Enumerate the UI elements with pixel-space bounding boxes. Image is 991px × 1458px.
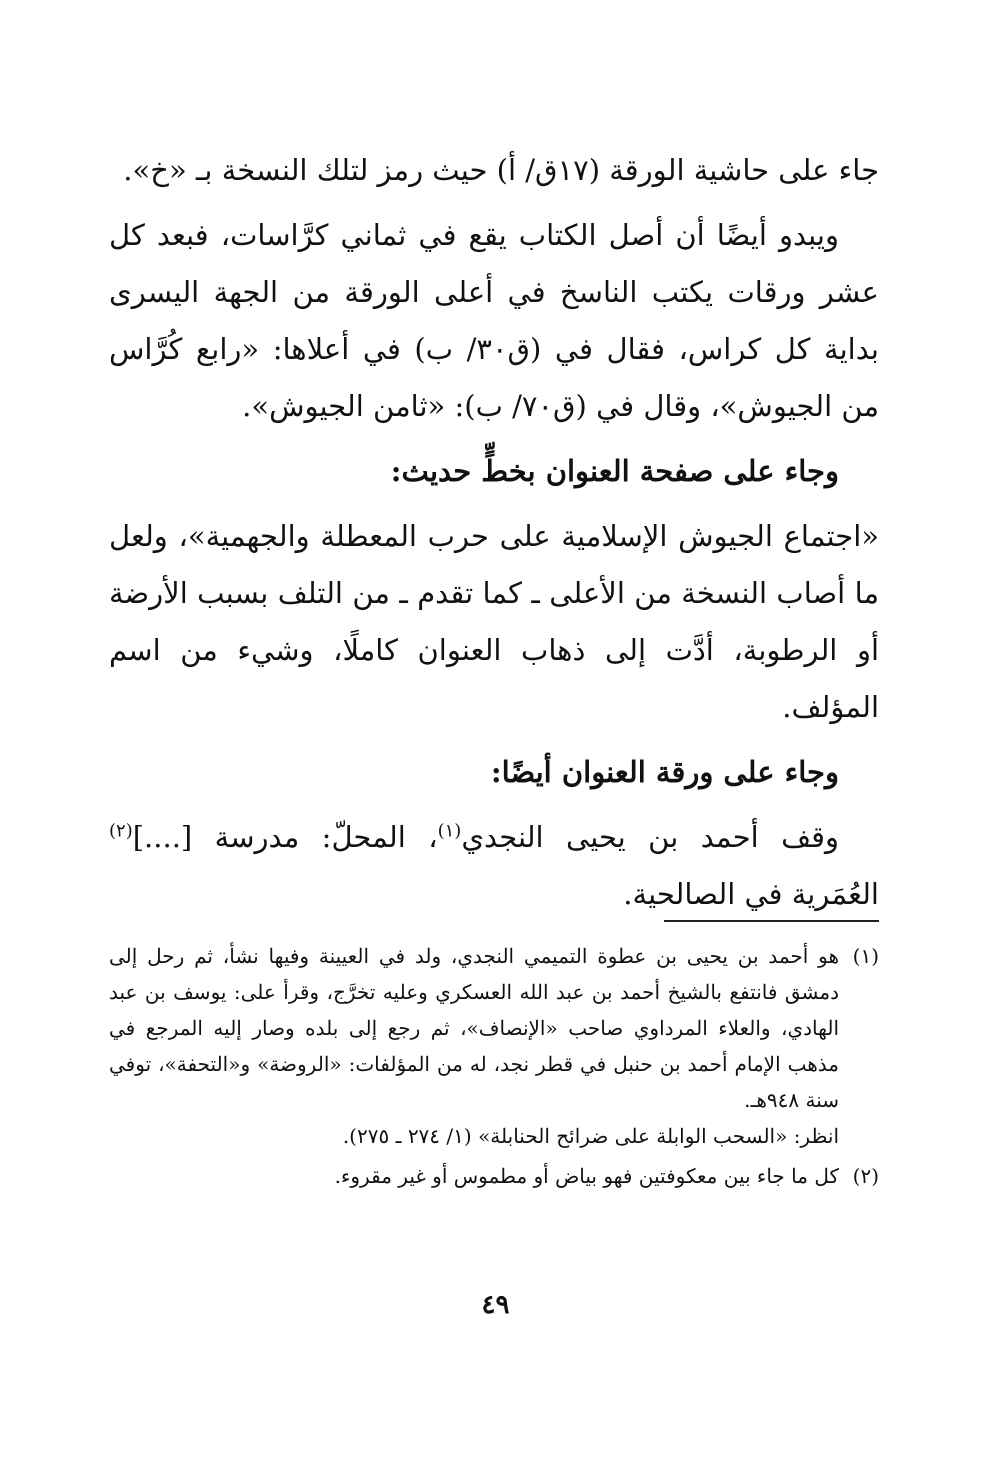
footnote-ref-1[interactable]: (١) bbox=[437, 820, 462, 842]
page-number: ٤٩ bbox=[481, 1290, 510, 1320]
footnote-reference: انظر: «السحب الوابلة على ضرائح الحنابلة» (١/ ٢٧٤ ـ ٢٧٥). bbox=[342, 1124, 839, 1148]
footnote-number: (١) bbox=[852, 944, 879, 968]
footnote-separator bbox=[664, 920, 879, 922]
waqf-text-middle: ، المحلّ: مدرسة [....] bbox=[132, 820, 438, 854]
footnote-text: هو أحمد بن يحيى بن عطوة التميمي النجدي، ولد في العيينة وفيها نشأ، ثم رحل إلى دمشق فانتفع بالشيخ أحمد بن عبد الله العسكري وعليه تخرَّج، وقرأ على: يوسف بن عبد الهادي، والعلاء المرداوي صاحب «الإنصاف»، ثم رجع إلى بلده وصار إليه المرجع في مذهب الإمام أحمد بن حنبل في قطر نجد، له من المؤلفات: «الروضة» و«التحفة»، توفي سنة ٩٤٨هـ. bbox=[109, 944, 839, 1112]
footnote-body bbox=[109, 1158, 839, 1194]
heading-title-page: وجاء على صفحة العنوان بخطٍّ حديث: bbox=[390, 454, 839, 488]
footnote-ref-2[interactable]: (٢) bbox=[109, 820, 133, 842]
paragraph-quires: ويبدو أيضًا أن أصل الكتاب يقع في ثماني كرَّاسات، فبعد كل عشر ورقات يكتب الناسخ في أعلى الورقة من الجهة اليسرى بداية كل كراس، فقال في (ق٣٠/ ب) في أعلاها: «رابع كُرَّاس من الجيوش»، وقال في (ق٧٠/ ب): «ثامن الجيوش». bbox=[109, 218, 879, 423]
paragraph-title: «اجتماع الجيوش الإسلامية على حرب المعطلة والجهمية»، ولعل ما أصاب النسخة من الأعلى ـ كما تقدم ـ من التلف بسبب الأرضة أو الرطوبة، أدَّت إلى ذهاب العنوان كاملًا، وشيء من اسم المؤلف. bbox=[109, 519, 879, 724]
waqf-text-start: وقف أحمد بن يحيى النجدي bbox=[461, 820, 839, 854]
footnote-text: كل ما جاء بين معكوفتين فهو بياض أو مطموس أو غير مقروء. bbox=[334, 1164, 839, 1188]
footnote-2 bbox=[109, 1158, 879, 1194]
footnote-1 bbox=[109, 938, 879, 1154]
footnotes bbox=[109, 938, 879, 1198]
paragraph-waqf bbox=[109, 809, 879, 923]
footnote-number: (٢) bbox=[852, 1164, 879, 1188]
waqf-text-end: العُمَرية في الصالحية. bbox=[623, 877, 879, 911]
paragraph-margin-note: جاء على حاشية الورقة (١٧ق/ أ) حيث رمز لتلك النسخة بـ «خ». bbox=[123, 153, 879, 187]
main-text bbox=[109, 142, 879, 931]
heading-title-leaf: وجاء على ورقة العنوان أيضًا: bbox=[490, 755, 839, 789]
footnote-body bbox=[109, 938, 839, 1154]
